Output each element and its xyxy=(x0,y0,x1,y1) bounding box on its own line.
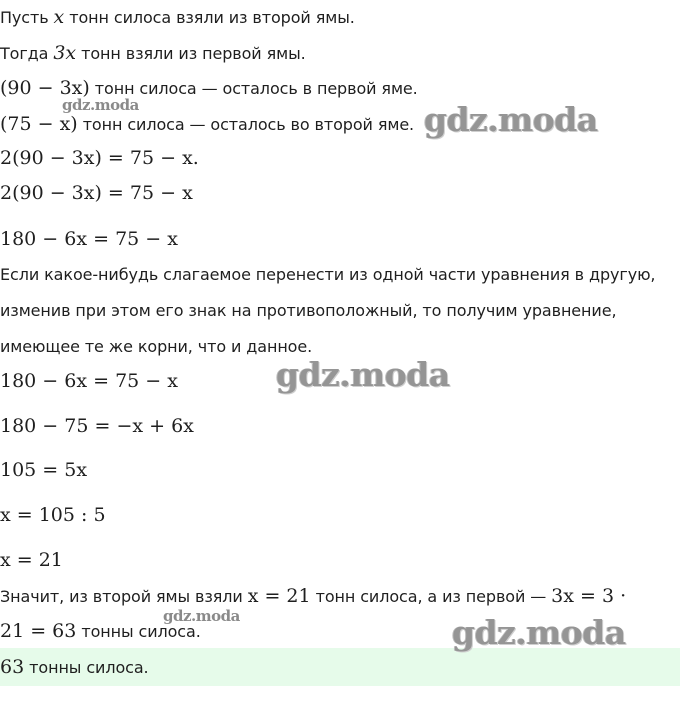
math: 21 = 63 xyxy=(0,620,77,642)
line-2 xyxy=(0,42,306,65)
math: x = 105 : 5 xyxy=(0,504,106,526)
line-10 xyxy=(0,336,312,358)
line-5 xyxy=(0,147,199,170)
text: тонн взяли из первой ямы. xyxy=(76,44,306,63)
math: x xyxy=(53,6,65,28)
math: (75 − x) xyxy=(0,113,78,135)
line-8 xyxy=(0,264,655,286)
math: 2(90 − 3x) = 75 − x xyxy=(0,182,193,204)
watermark: gdz.moda xyxy=(62,96,139,114)
math: x = 21 xyxy=(247,585,311,607)
text: Тогда xyxy=(0,44,54,63)
text: тонн силоса — осталось в первой яме. xyxy=(89,79,418,98)
math: 2(90 − 3x) = 75 − x. xyxy=(0,147,199,169)
line-1 xyxy=(0,6,355,29)
math: 180 − 6x = 75 − x xyxy=(0,370,178,392)
line-6 xyxy=(0,182,193,205)
text: тонн силоса — осталось во второй яме. xyxy=(77,115,415,134)
math: 180 − 75 = −x + 6x xyxy=(0,415,194,437)
line-12 xyxy=(0,415,194,438)
text: Значит, из второй ямы взяли xyxy=(0,587,248,606)
text: тонн силоса взяли из второй ямы. xyxy=(64,8,355,27)
line-15 xyxy=(0,549,63,572)
math: (90 − 3x) xyxy=(0,77,90,99)
watermark: gdz.moda xyxy=(163,607,240,625)
text: тонны силоса. xyxy=(76,622,201,641)
math: 105 = 5x xyxy=(0,459,88,481)
math: 63 xyxy=(0,656,25,678)
line-4 xyxy=(0,113,414,136)
watermark: gdz.moda xyxy=(424,100,598,139)
math: 3x xyxy=(53,42,77,64)
line-7 xyxy=(0,228,178,251)
watermark: gdz.moda xyxy=(276,355,450,394)
math: x = 21 xyxy=(0,549,63,571)
math: 3x = 3 · xyxy=(551,585,627,607)
line-9 xyxy=(0,300,616,322)
math: 180 − 6x = 75 − x xyxy=(0,228,178,250)
line-13 xyxy=(0,459,87,482)
answer-line xyxy=(0,656,149,679)
line-14 xyxy=(0,504,106,527)
text: тонны силоса. xyxy=(24,658,149,677)
line-11 xyxy=(0,370,178,393)
text: Если какое-нибудь слагаемое перенести из одной части уравнения в другую, xyxy=(0,265,656,284)
text: изменив при этом его знак на противоположный, то получим уравнение, xyxy=(0,301,617,320)
text: имеющее те же корни, что и данное. xyxy=(0,337,313,356)
answer-block xyxy=(0,648,680,686)
line-16 xyxy=(0,585,626,608)
text: тонн силоса, а из первой — xyxy=(310,587,552,606)
text: Пусть xyxy=(0,8,54,27)
watermark: gdz.moda xyxy=(452,613,626,652)
